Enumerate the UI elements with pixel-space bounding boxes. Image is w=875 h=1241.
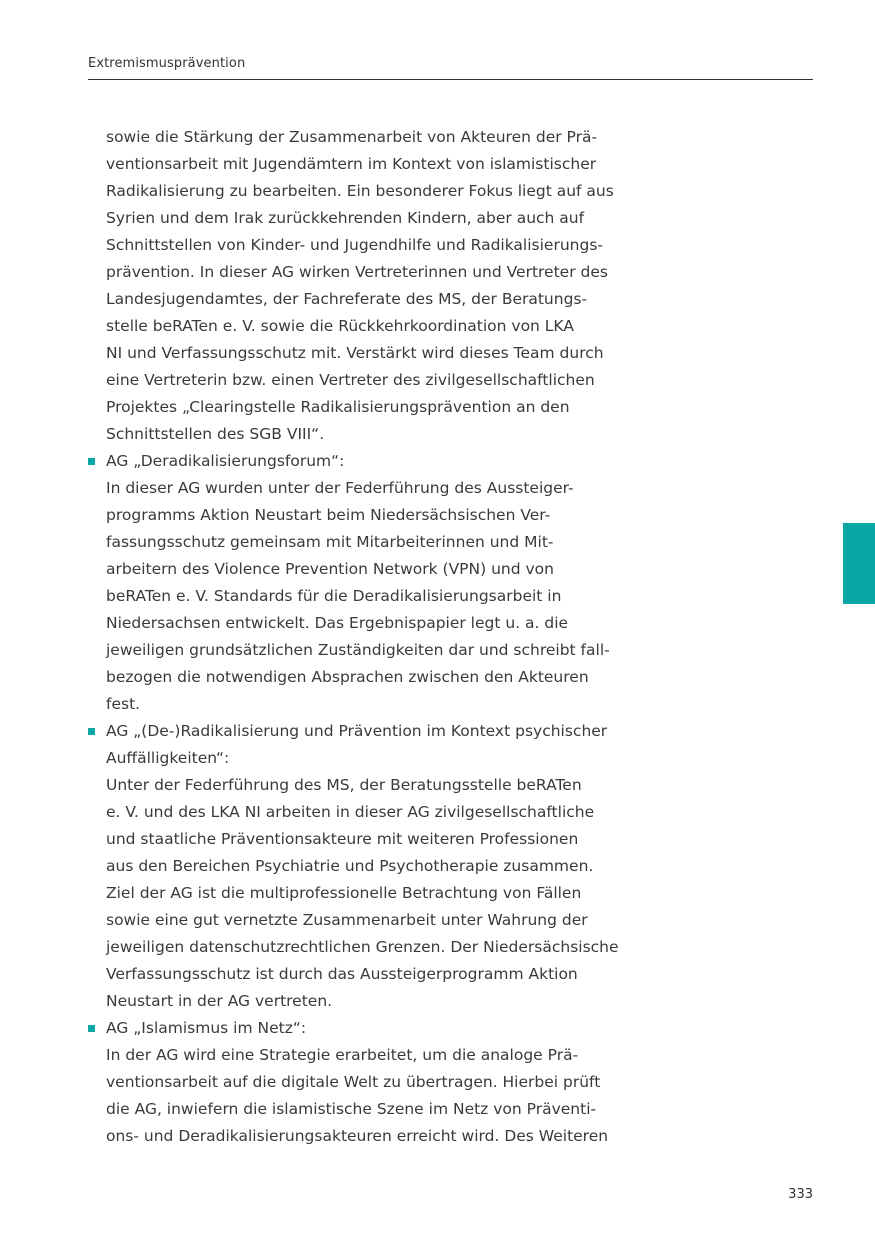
text-line: Syrien und dem Irak zurückkehrenden Kindern, aber auch auf [106,209,585,227]
bullet-item-psychische-auffaelligkeiten [106,718,636,745]
bullet-square-icon [88,728,95,735]
text-line: e. V. und des LKA NI arbeiten in dieser AG zivilgesellschaftliche [106,803,595,821]
page-number: 333 [788,1187,813,1202]
text-line: Radikalisierung zu bearbeiten. Ein besonderer Fokus liegt auf aus [106,182,614,200]
text-line: aus den Bereichen Psychiatrie und Psychotherapie zusammen. [106,857,594,875]
text-line: ons- und Deradikalisierungsakteuren erreicht wird. Des Weiteren [106,1127,609,1145]
text-line: Niedersachsen entwickelt. Das Ergebnispapier legt u. a. die [106,614,569,632]
text-line: fest. [106,695,141,713]
text-line: die AG, inwiefern die islamistische Szene im Netz von Präventi- [106,1100,597,1118]
text-line: Auffälligkeiten“: [106,749,230,767]
text-line: sowie die Stärkung der Zusammenarbeit von Akteuren der Prä- [106,128,598,146]
bullet-heading: AG „(De-)Radikalisierung und Prävention im Kontext psychischer [106,722,608,740]
chapter-tab-marker [843,523,875,604]
text-line: beRATen e. V. Standards für die Deradikalisierungsarbeit in [106,587,562,605]
text-line: In dieser AG wurden unter der Federführung des Aussteiger- [106,479,574,497]
text-line: Projektes „Clearingstelle Radikalisierungsprävention an den [106,398,570,416]
text-line: In der AG wird eine Strategie erarbeitet, um die analoge Prä- [106,1046,579,1064]
bullet-item-islamismus-im-netz [106,1015,636,1042]
text-line: stelle beRATen e. V. sowie die Rückkehrkoordination von LKA [106,317,574,335]
text-line: NI und Verfassungsschutz mit. Verstärkt wird dieses Team durch [106,344,604,362]
bullet-square-icon [88,458,95,465]
text-line: jeweiligen datenschutzrechtlichen Grenzen. Der Niedersächsische [106,938,619,956]
body-text [106,124,636,1150]
text-line: programms Aktion Neustart beim Niedersächsischen Ver- [106,506,551,524]
text-line: Neustart in der AG vertreten. [106,992,333,1010]
bullet-square-icon [88,1025,95,1032]
text-line: fassungsschutz gemeinsam mit Mitarbeiterinnen und Mit- [106,533,554,551]
text-line: ventionsarbeit mit Jugendämtern im Kontext von islamistischer [106,155,597,173]
text-line: Schnittstellen von Kinder- und Jugendhilfe und Radikalisierungs- [106,236,603,254]
text-line: Landesjugendamtes, der Fachreferate des MS, der Beratungs- [106,290,588,308]
text-line: jeweiligen grundsätzlichen Zuständigkeiten dar und schreibt fall- [106,641,610,659]
text-line: Ziel der AG ist die multiprofessionelle Betrachtung von Fällen [106,884,582,902]
text-line: Unter der Federführung des MS, der Beratungsstelle beRATen [106,776,582,794]
text-line: Schnittstellen des SGB VIII“. [106,425,325,443]
bullet-heading: AG „Islamismus im Netz“: [106,1019,307,1037]
running-header-title: Extremismusprävention [88,56,246,71]
text-line: arbeitern des Violence Prevention Network (VPN) und von [106,560,554,578]
text-line: prävention. In dieser AG wirken Vertreterinnen und Vertreter des [106,263,608,281]
header-divider [88,79,813,80]
text-line: ventionsarbeit auf die digitale Welt zu übertragen. Hierbei prüft [106,1073,601,1091]
text-line: Verfassungsschutz ist durch das Aussteigerprogramm Aktion [106,965,578,983]
text-line: und staatliche Präventionsakteure mit weiteren Professionen [106,830,579,848]
text-line: bezogen die notwendigen Absprachen zwischen den Akteuren [106,668,589,686]
text-line: eine Vertreterin bzw. einen Vertreter des zivilgesellschaftlichen [106,371,595,389]
bullet-item-deradikalisierungsforum [106,448,636,475]
bullet-heading: AG „Deradikalisierungsforum“: [106,452,345,470]
text-line: sowie eine gut vernetzte Zusammenarbeit unter Wahrung der [106,911,588,929]
